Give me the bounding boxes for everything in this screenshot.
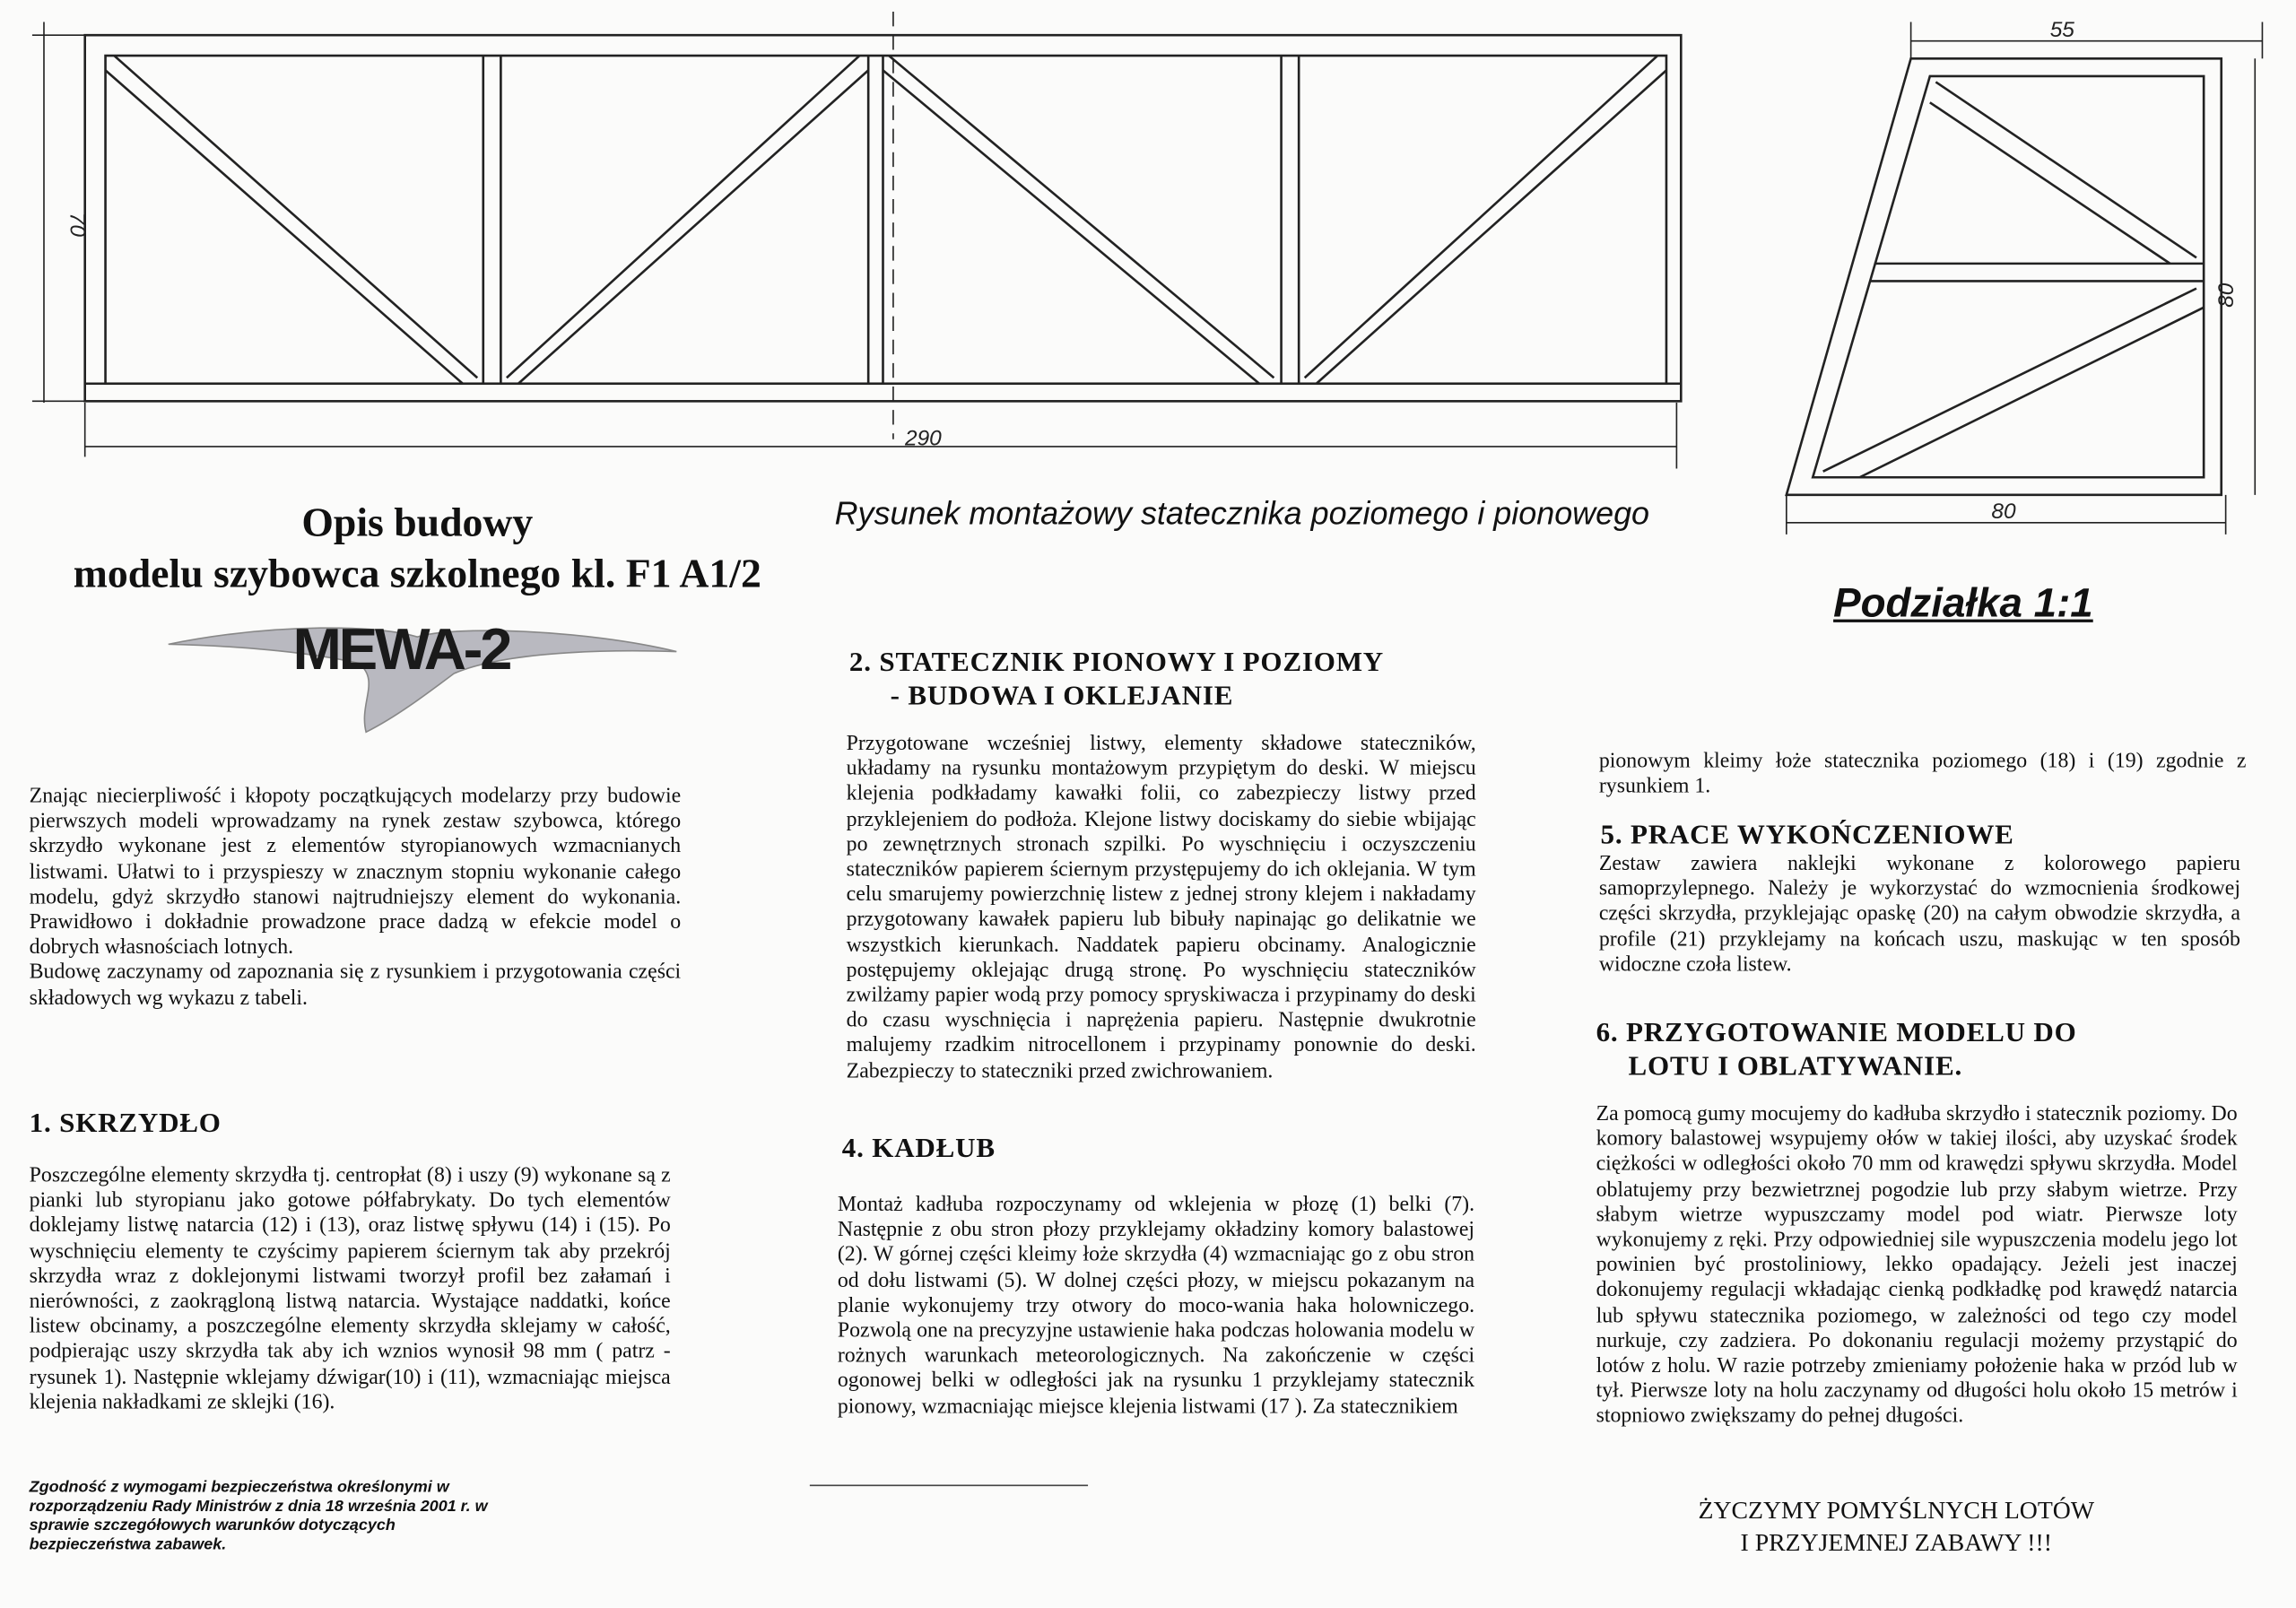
page-title xyxy=(0,498,835,600)
title-line-2: modelu szybowca szkolnego kl. F1 A1/2 xyxy=(73,552,761,598)
closing-line-1: ŻYCZYMY POMYŚLNYCH LOTÓW xyxy=(1698,1496,2095,1525)
section-heading-prace: 5. PRACE WYKOŃCZENIOWE xyxy=(1600,820,2014,851)
horizontal-stabilizer-drawing xyxy=(32,12,1681,468)
intro-text-2: Budowę zaczynamy od zapoznania się z rysunkiem i przygotowania części składowych wg wykazu z tabeli. xyxy=(29,960,682,1010)
drawing-caption: Rysunek montażowy statecznika poziomego i pionowego xyxy=(834,494,1650,532)
logo-text: MEWA-2 xyxy=(292,616,510,682)
section-heading-statecznik xyxy=(849,646,1384,713)
section-heading-kadlub: 4. KADŁUB xyxy=(841,1133,996,1164)
title-line-1: Opis budowy xyxy=(301,500,534,546)
dimension-80-height: 80 xyxy=(2213,282,2239,308)
heading-line-2: - BUDOWA I OKLEJANIE xyxy=(890,681,1234,712)
section-text-kadlub-cont: pionowym kleimy łoże statecznika poziomego (18) i (19) zgodnie z rysunkiem 1. xyxy=(1598,749,2247,799)
heading-line-2: LOTU I OBLATYWANIE. xyxy=(1628,1051,1963,1082)
intro-paragraph xyxy=(30,785,682,1012)
section-text-prace: Zestaw zawiera naklejki wykonane z kolorowego papieru samoprzylepnego. Należy je wykorzystać do wzmocnienia środkowej części skrzydła, przyklejając opaskę (20) na całym obwodzie skrzydła, a profile (21) przyklejamy na końcach uszu, maskując w ten sposób widoczne czoła listew. xyxy=(1598,852,2240,977)
scale-label: Podziałka 1:1 xyxy=(1833,579,2093,626)
intro-text: Znając niecierpliwość i kłopoty początkujących modelarzy przy budowie pierwszych modeli wprowadzamy na rynek zestaw szybowca, którego skrzydło wykonane jest z elementów styropianowych wzmacnianych listwami. Ułatwi to i przyspieszy w znacznym stopniu wykonanie całego modelu, gdyż skrzydło stanowi najtrudniejszy element do wykonania. Prawidłowo i dokładnie prowadzone prace dadzą w efekcie model o dobrych własnościach lotnych. xyxy=(29,785,682,960)
section-text-skrzydlo: Poszczególne elementy skrzydła tj. centropłat (8) i uszy (9) wykonane są z pianki lub styropianu jako gotowe półfabrykaty. Do tych elementów doklejamy listwę natarcia (12) i (13), oraz listwę spływu (14) i (15). Po wyschnięciu elementy te czyścimy papierem ściernym tak aby przekrój skrzydła wraz z doklejonymi listwami tworzył profil bez załamań i nierówności, z zaokrągloną listwą natarcia. Wystające naddatki, końce listew obcinamy, a poszczególne elementy skrzydła sklejamy w całość, podpierając uszy skrzydła tak aby ich wznios wynosił 98 mm ( patrz - rysunek 1). Następnie wklejamy dźwigar(10) i (11), wzmacniając miejsca klejenia nakładkami ze sklejki (16). xyxy=(29,1163,671,1414)
dimension-80-bottom: 80 xyxy=(1991,499,2016,524)
dimension-70: 70 xyxy=(65,212,90,237)
dimension-55: 55 xyxy=(2049,17,2074,42)
vertical-stabilizer-drawing xyxy=(1787,22,2263,534)
closing-line-2: I PRZYJEMNEJ ZABAWY !!! xyxy=(1740,1528,2053,1557)
section-text-kadlub: Montaż kadłuba rozpoczynamy od wklejenia w płozę (1) belki (7). Następnie z obu stron płozy przyklejamy okładziny komory balastowej (2). W górnej części kleimy łoże skrzydła (4) wzmacniając go z obu stron od dołu listwami (5). W dolnej części płozy, w miejscu pokazanym na planie wykonujemy trzy otwory do moco-wania haka holowniczego. Pozwolą one na precyzyjne ustawienie haka podczas holowania modelu w rożnych warunkach meteorologicznych. Na zakończenie w części ogonowej belki w odległości jak na rysunku 1 przyklejamy statecznik pionowy, wzmacniając miejsce klejenia listwami (17 ). Za statecznikiem xyxy=(837,1193,1475,1419)
dimension-290: 290 xyxy=(904,426,942,451)
section-text-przygotowanie: Za pomocą gumy mocujemy do kadłuba skrzydło i statecznik poziomy. Do komory balastowej wsypujemy ołów w takiej ilości, aby uzyskać środek ciężkości w odległości około 70 mm od krawędzi spływu skrzydła. Model oblatujemy przy bezwietrznej pogodzie lub przy słabym wietrze. Przy słabym wietrze wypuszczamy model pod wiatr. Pierwsze loty wykonujemy z ręki. Przy odpowiedniej sile wypuszczenia modelu jego lot powinien być prostoliniowy, lekko opadający. Jeżeli jest inaczej dokonujemy regulacji wkładając cienką podkładkę pod krawędź natarcia lub spływu statecznika poziomego, w zależności od tego czy model nurkuje, czy zadziera. Po dokonaniu regulacji możemy przystąpić do lotów z holu. W razie potrzeby zmieniamy położenie haka w przód lub w tył. Pierwsze loty na holu zaczynamy od długości holu około 15 metrów i stopniowo zwiększamy do pełnej długości. xyxy=(1596,1102,2238,1429)
mewa-2-logo xyxy=(161,593,689,739)
assembly-drawing xyxy=(0,0,2296,542)
heading-line-1: 2. STATECZNIK PIONOWY I POZIOMY xyxy=(848,647,1385,678)
heading-line-1: 6. PRZYGOTOWANIE MODELU DO xyxy=(1596,1017,2077,1048)
section-text-statecznik: Przygotowane wcześniej listwy, elementy składowe stateczników, układamy na rysunku montażowym przypiętym do deski. W miejscu klejenia podkładamy kawałki folii, co zabezpieczy listwy przed przyklejeniem do podłoża. Klejone listwy dociskamy do siebie wbijając po zewnętrznych stronach szpilki. Po wyschnięciu i oczyszczeniu stateczników papierem ściernym przystępujemy do ich oklejania. W tym celu smarujemy powierzchnię listew z jednej strony klejem i nakładamy przygotowany kawałek papieru lub bibuły napinając go delikatnie we wszystkich kierunkach. Naddatek papieru obcinamy. Analogicznie postępujemy oklejając drugą stronę. Po wyschnięciu stateczników zwilżamy papier wodą przy pomocy spryskiwacza i przypinamy do deski do czasu wyschnięcia i naprężenia papieru. Następnie dwukrotnie malujemy rzadkim nitrocellonem i przypinamy ponownie do deski. Zabezpieczy to stateczniki przed zwichrowaniem. xyxy=(846,732,1476,1083)
closing-wish xyxy=(1611,1495,2182,1560)
divider xyxy=(810,1485,1088,1487)
section-heading-skrzydlo: 1. SKRZYDŁO xyxy=(29,1108,222,1140)
safety-footnote: Zgodność z wymogami bezpieczeństwa określonymi w rozporządzeniu Rady Ministrów z dnia 18 września 2001 r. w sprawie szczegółowych warunków dotyczących bezpieczeństwa zabawek. xyxy=(29,1478,488,1554)
section-heading-przygotowanie xyxy=(1596,1016,2077,1083)
